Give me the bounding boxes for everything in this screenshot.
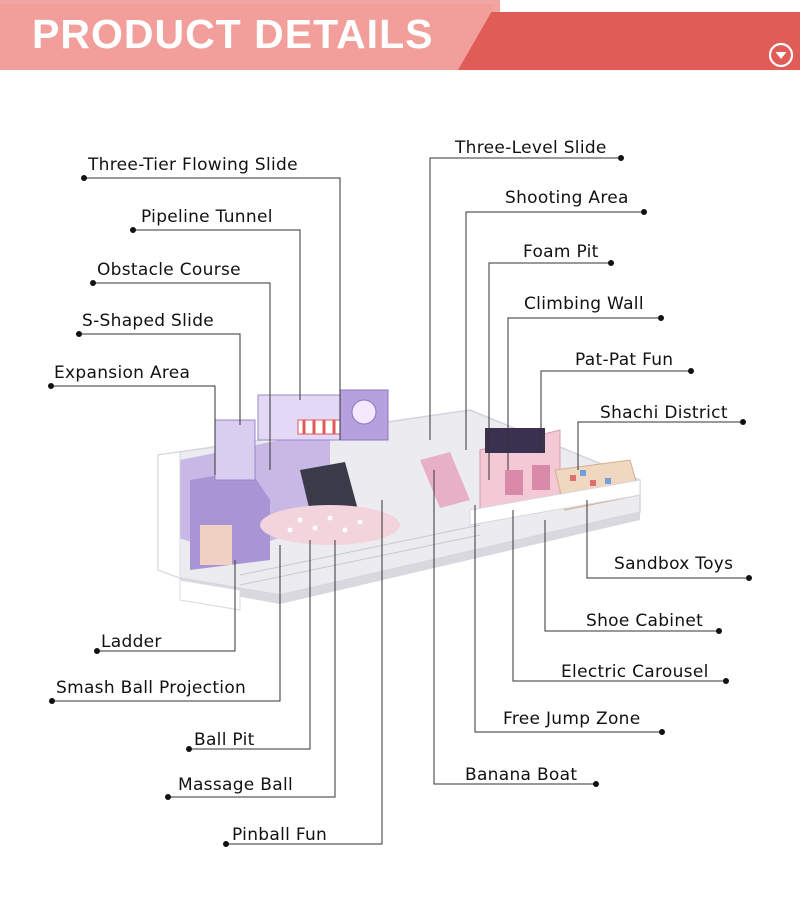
- label-smash-ball-projection: Smash Ball Projection: [56, 678, 247, 698]
- house-door: [200, 525, 232, 565]
- label-s-shaped-slide: S-Shaped Slide: [82, 311, 215, 331]
- label-expansion-area: Expansion Area: [54, 363, 191, 383]
- label-three-level-slide: Three-Level Slide: [455, 138, 607, 158]
- label-free-jump-zone: Free Jump Zone: [503, 709, 641, 729]
- label-banana-boat: Banana Boat: [465, 765, 578, 785]
- label-massage-ball: Massage Ball: [178, 775, 293, 795]
- label-shoe-cabinet: Shoe Cabinet: [586, 611, 704, 631]
- label-ladder: Ladder: [101, 632, 162, 652]
- label-pinball-fun: Pinball Fun: [232, 825, 328, 845]
- label-climbing-wall: Climbing Wall: [524, 294, 644, 314]
- page-title: PRODUCT DETAILS: [32, 11, 434, 57]
- label-shooting-area: Shooting Area: [505, 188, 629, 208]
- label-obstacle-course: Obstacle Course: [97, 260, 241, 280]
- label-pipeline-tunnel: Pipeline Tunnel: [141, 207, 273, 227]
- label-sandbox-toys: Sandbox Toys: [614, 554, 734, 574]
- label-ball-pit: Ball Pit: [194, 730, 255, 750]
- label-foam-pit: Foam Pit: [523, 242, 599, 262]
- label-shachi-district: Shachi District: [600, 403, 728, 423]
- label-pat-pat-fun: Pat-Pat Fun: [575, 350, 674, 370]
- ball-pit-area: [260, 505, 400, 545]
- label-electric-carousel: Electric Carousel: [561, 662, 709, 682]
- label-three-tier-flowing-slide: Three-Tier Flowing Slide: [88, 155, 298, 175]
